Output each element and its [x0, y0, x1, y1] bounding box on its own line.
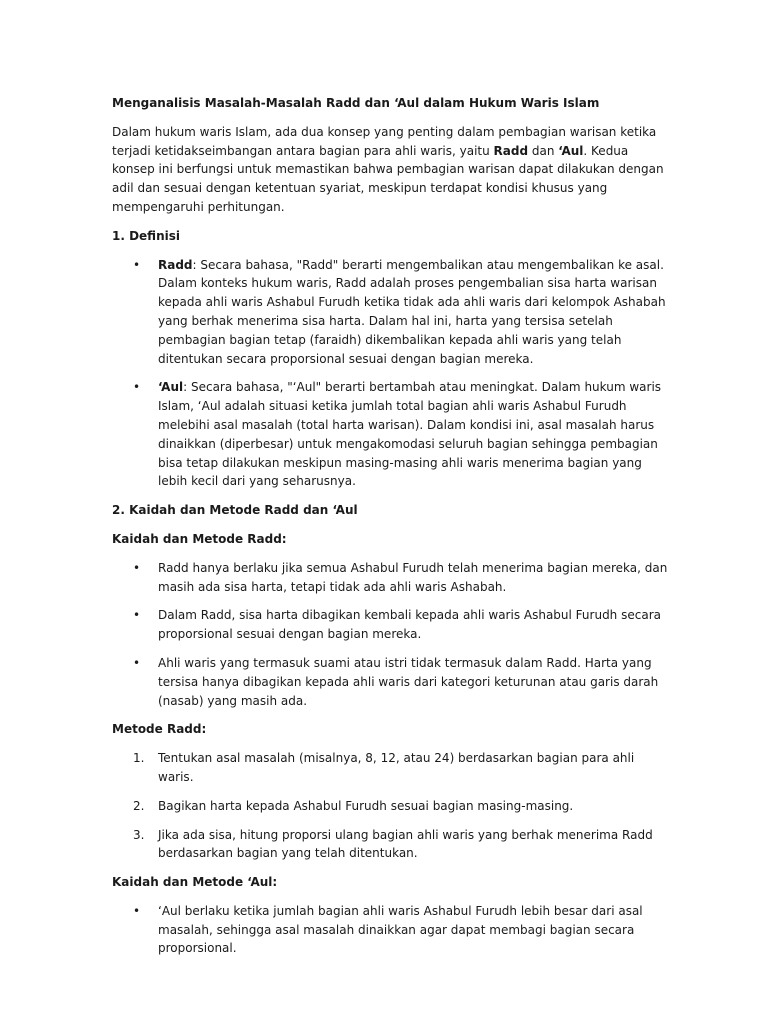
section-heading-kaidah: 2. Kaidah dan Metode Radd dan ‘Aul — [112, 503, 358, 518]
list-item — [112, 797, 672, 816]
bullet-icon: • — [133, 903, 141, 918]
definition-text: : Secara bahasa, "Radd" berarti mengembalikan atau mengembalikan ke asal. Dalam konteks hukum waris, Radd adalah proses pengembalian sisa harta warisan kepada ahli waris Ashabul Furudh ketika tidak ada ahli waris dari kelompok Ashabah yang berhak menerima sisa harta. Dalam hal ini, harta yang tersisa setelah pembagian bagian tetap (faraidh) dikembalikan kepada ahli waris yang telah ditentukan secara proporsional sesuai dengan bagian mereka. — [158, 257, 666, 366]
list-item-text: Jika ada sisa, hitung proporsi ulang bagian ahli waris yang berhak menerima Radd berdasarkan bagian yang telah ditentukan. — [158, 827, 653, 861]
radd-term: Radd — [493, 143, 529, 158]
list-item-text: ‘Aul berlaku ketika jumlah bagian ahli waris Ashabul Furudh lebih besar dari asal masalah, sehingga asal masalah dinaikkan agar dapat membagi bagian secara proporsional. — [158, 903, 643, 956]
aul-term: ‘Aul — [558, 143, 584, 158]
document-page — [112, 94, 672, 968]
bullet-icon: • — [133, 380, 141, 395]
list-item — [112, 826, 672, 864]
list-number: 1. — [133, 751, 145, 766]
definition-term: ‘Aul — [158, 380, 184, 395]
list-item — [112, 902, 672, 958]
list-number: 2. — [133, 798, 145, 813]
list-item — [112, 749, 672, 787]
definition-term: Radd — [158, 257, 193, 272]
definition-text: : Secara bahasa, "‘Aul" berarti bertambah atau meningkat. Dalam hukum waris Islam, ‘Aul adalah situasi ketika jumlah total bagian ahli waris Ashabul Furudh melebihi asal masalah (total harta warisan). Dalam kondisi ini, asal masalah harus dinaikkan (diperbesar) untuk mengakomodasi seluruh bagian sehingga pembagian bisa tetap dilakukan meskipun masing-masing ahli waris menerima bagian yang lebih kecil dari yang seharusnya. — [158, 380, 662, 489]
bullet-icon: • — [133, 655, 141, 670]
intro-paragraph — [112, 123, 672, 217]
intro-text-2: dan — [528, 143, 559, 158]
section-heading-definisi: 1. Definisi — [112, 228, 180, 243]
list-item — [112, 256, 672, 369]
kaidah-radd-list — [112, 559, 672, 711]
bullet-icon: • — [133, 257, 141, 272]
document-title: Menganalisis Masalah-Masalah Radd dan ‘Aul dalam Hukum Waris Islam — [112, 96, 600, 110]
bullet-icon: • — [133, 608, 141, 623]
subheading-metode-radd: Metode Radd: — [112, 722, 207, 737]
list-item-text: Radd hanya berlaku jika semua Ashabul Furudh telah menerima bagian mereka, dan masih ada sisa harta, tetapi tidak ada ahli waris Ashabah. — [158, 560, 668, 594]
list-item-text: Bagikan harta kepada Ashabul Furudh sesuai bagian masing-masing. — [158, 798, 574, 813]
intro-text-1: Dalam hukum waris Islam, ada dua konsep yang penting dalam pembagian warisan ketika terjadi ketidakseimbangan antara bagian para ahli waris, yaitu — [112, 124, 657, 158]
kaidah-aul-list — [112, 902, 672, 958]
list-number: 3. — [133, 827, 145, 842]
list-item — [112, 654, 672, 710]
subheading-kaidah-radd: Kaidah dan Metode Radd: — [112, 531, 287, 546]
bullet-icon: • — [133, 560, 141, 575]
definition-list — [112, 256, 672, 492]
list-item — [112, 606, 672, 644]
list-item-text: Dalam Radd, sisa harta dibagikan kembali kepada ahli waris Ashabul Furudh secara proporsional sesuai dengan bagian mereka. — [158, 608, 661, 642]
metode-radd-list — [112, 749, 672, 863]
list-item-text: Ahli waris yang termasuk suami atau istri tidak termasuk dalam Radd. Harta yang tersisa hanya dibagikan kepada ahli waris dari kategori keturunan atau garis darah (nasab) yang masih ada. — [158, 655, 659, 708]
subheading-kaidah-aul: Kaidah dan Metode ‘Aul: — [112, 875, 278, 890]
list-item-text: Tentukan asal masalah (misalnya, 8, 12, atau 24) berdasarkan bagian para ahli waris. — [158, 751, 635, 784]
intro-text-3: . Kedua konsep ini berfungsi untuk memastikan bahwa pembagian warisan dapat dilakukan dengan adil dan sesuai dengan ketentuan syariat, meskipun terdapat kondisi khusus yang mempengaruhi perhitungan. — [112, 143, 664, 214]
list-item — [112, 378, 672, 491]
list-item — [112, 559, 672, 597]
